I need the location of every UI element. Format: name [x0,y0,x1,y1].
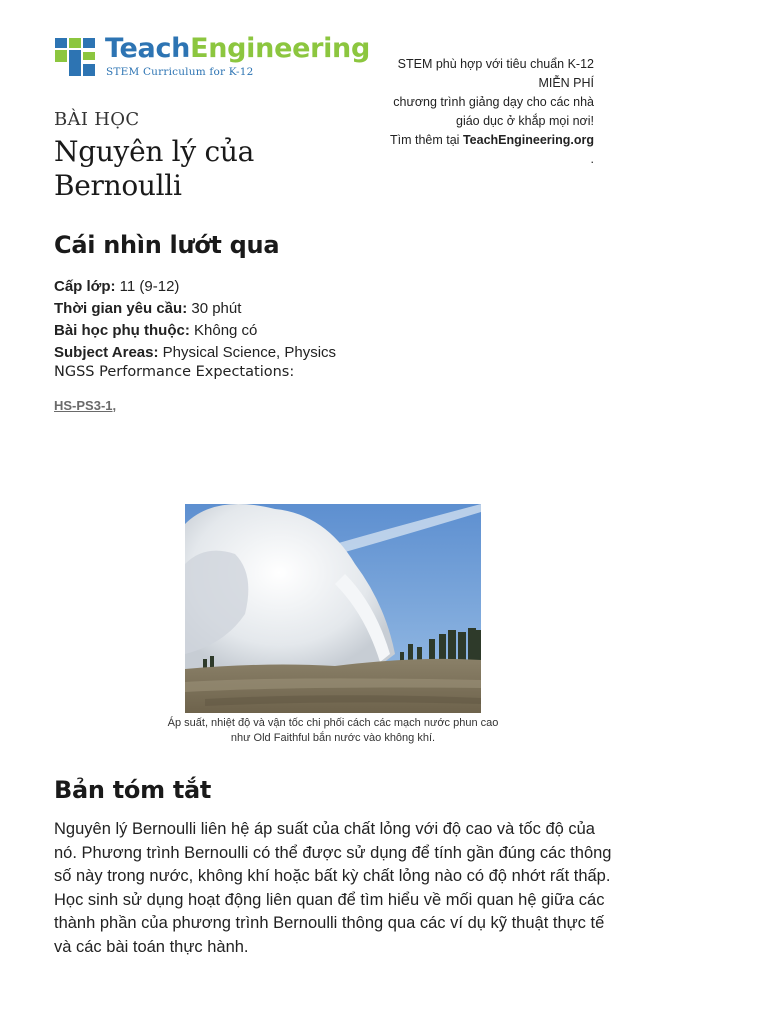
summary-heading: Bản tóm tắt [54,776,212,804]
promo-line: MIỄN PHÍ [538,76,594,90]
glance-heading: Cái nhìn lướt qua [54,231,280,259]
promo-prefix: Tìm thêm tại [390,133,460,147]
geyser-image [185,504,481,713]
dependency-value: Không có [194,322,258,339]
geyser-photo [185,504,481,713]
promo-line: STEM phù hợp với tiêu chuẩn K-12 [397,57,594,71]
promo-site-link[interactable]: TeachEngineering.org [462,133,594,147]
ngss-standard-link[interactable]: HS-PS3-1 [54,398,113,413]
grade-row [54,276,336,298]
subject-value: Physical Science, Physics [162,344,337,361]
page-title: Nguyên lý của Bernoulli [54,135,254,202]
promo-line-link-row [354,131,594,150]
ngss-label: NGSS Performance Expectations: [54,364,295,380]
ngss-separator: , [112,398,117,413]
grade-label: Cấp lớp: [54,278,116,295]
time-value: 30 phút [191,300,242,317]
subject-row [54,342,336,364]
brand-tagline: STEM Curriculum for K-12 [106,66,254,78]
promo-line: giáo dục ở khắp mọi nơi! [456,114,594,128]
brand-wordmark [105,33,370,64]
ngss-standards [54,398,116,413]
brand-engineering: Engineering [190,33,371,64]
summary-text: Nguyên lý Bernoulli liên hệ áp suất của chất lỏng với độ cao và tốc độ của nó. Phương trình Bernoulli có thể được sử dụng để tính gần đúng các thông số này trong nước, không khí hoặc bất kỳ chất lỏng nào có độ nhớt rất thấp. Học sinh sử dụng hoạt động liên quan để tìm hiểu về mối quan hệ giữa các thành phần của phương trình Bernoulli thông qua các ví dụ kỹ thuật thực tế và các bài toán thực hành. [54,820,612,956]
promo-line: chương trình giảng dạy cho các nhà [393,95,594,109]
dependency-row [54,320,336,342]
subject-label: Subject Areas: [54,344,159,361]
brand-teach: Teach [105,33,191,64]
time-label: Thời gian yêu cầu: [54,300,188,317]
lesson-meta [54,276,336,364]
time-row [54,298,336,320]
dependency-label: Bài học phụ thuộc: [54,322,190,339]
teachengineering-logo[interactable] [55,33,375,80]
figure-caption: Áp suất, nhiệt độ và vận tốc chi phối cách các mạch nước phun cao như Old Faithful bắn nước vào không khí. [167,717,499,744]
logo-mark-icon [55,38,95,76]
promo-line: . [590,152,594,166]
promo-block [354,55,594,169]
lesson-label: BÀI HỌC [54,109,140,130]
grade-value: 11 (9-12) [119,278,180,295]
